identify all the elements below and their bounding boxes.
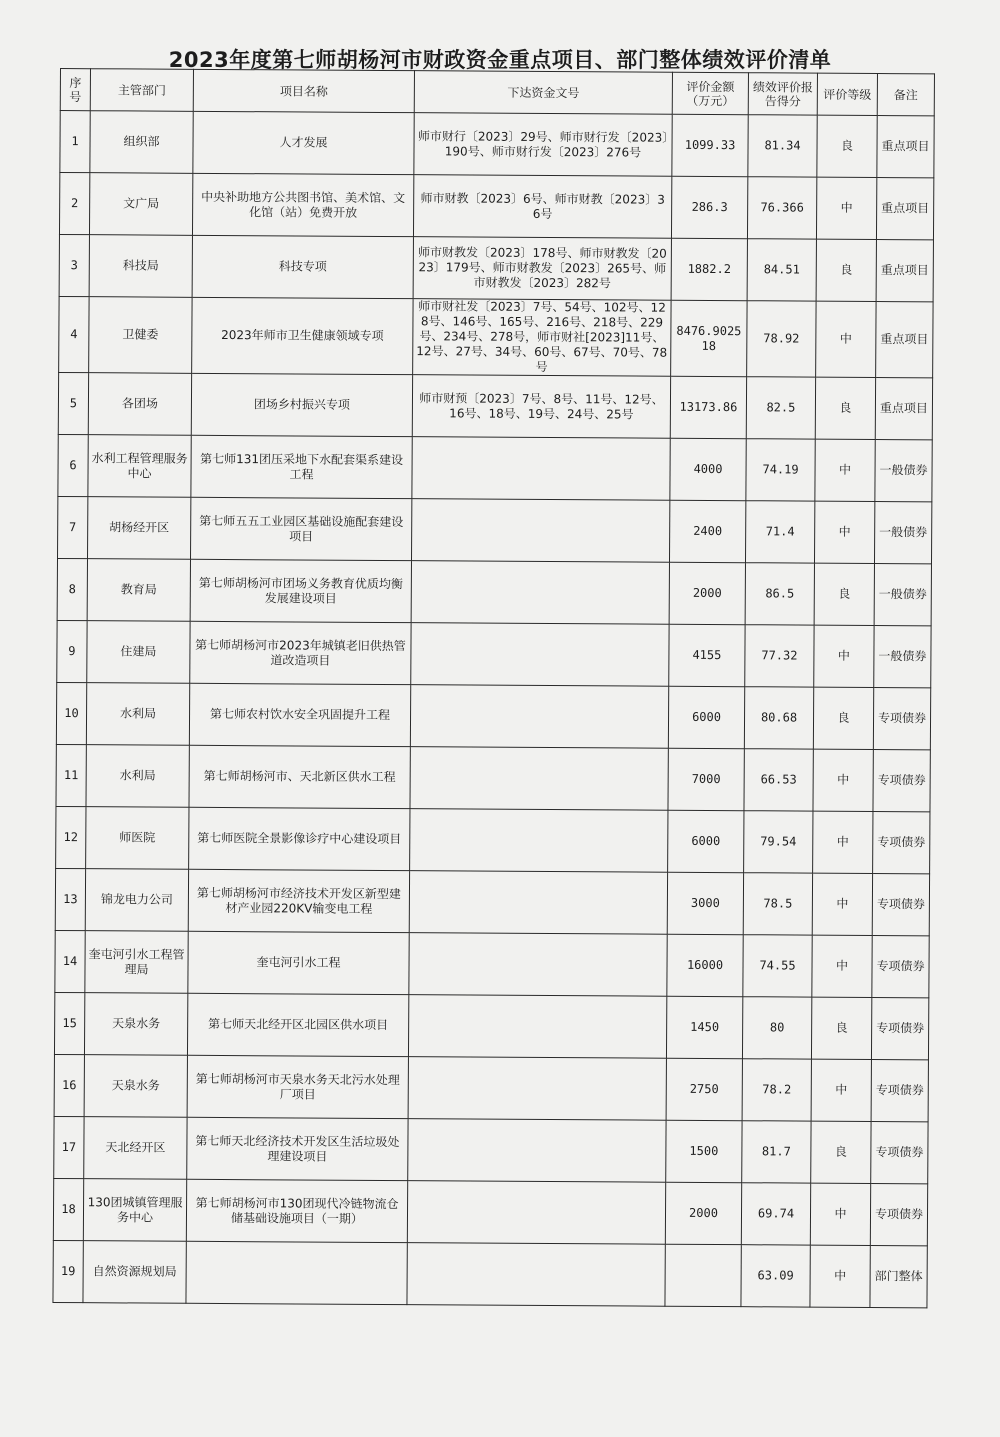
row-project: 第七师胡杨河市天泉水务天北污水处理厂项目 bbox=[187, 1055, 408, 1118]
row-amount: 13173.86 bbox=[670, 376, 746, 438]
table-row bbox=[59, 173, 933, 240]
row-score: 74.55 bbox=[743, 935, 812, 997]
row-project: 第七师五五工业园区基础设施配套建设项目 bbox=[191, 497, 412, 560]
row-dept: 天北经开区 bbox=[84, 1117, 187, 1180]
row-score: 66.53 bbox=[744, 749, 813, 811]
row-score: 81.34 bbox=[748, 115, 817, 177]
row-amount: 1500 bbox=[666, 1120, 742, 1182]
row-note: 专项债券 bbox=[871, 1121, 928, 1183]
row-number: 19 bbox=[53, 1240, 83, 1302]
row-score: 78.5 bbox=[743, 873, 812, 935]
table-row bbox=[54, 992, 928, 1059]
table-row bbox=[56, 744, 930, 811]
table-row bbox=[54, 1054, 928, 1121]
row-project bbox=[186, 1241, 407, 1304]
row-dept: 水利局 bbox=[86, 745, 189, 808]
row-project: 第七师天北经开区北园区供水项目 bbox=[187, 993, 408, 1056]
row-grade: 中 bbox=[815, 439, 875, 501]
row-amount: 1099.33 bbox=[672, 114, 748, 176]
table-body bbox=[53, 111, 934, 1308]
row-number: 7 bbox=[58, 496, 88, 558]
row-project: 团场乡村振兴专项 bbox=[191, 373, 412, 436]
row-score: 76.366 bbox=[747, 177, 816, 239]
col-header-no: 序号 bbox=[60, 69, 90, 111]
row-doc: 师市财教发〔2023〕178号、师市财教发〔2023〕179号、师市财教发〔2023〕265号、师市财教发〔2023〕282号 bbox=[413, 237, 671, 301]
row-number: 13 bbox=[55, 868, 85, 930]
row-doc bbox=[409, 871, 667, 935]
table-row bbox=[60, 111, 934, 178]
row-doc bbox=[410, 685, 668, 749]
row-number: 12 bbox=[56, 806, 86, 868]
table-row bbox=[58, 496, 932, 563]
row-number: 3 bbox=[59, 234, 89, 296]
row-doc: 师市财教〔2023〕6号、师市财教〔2023〕36号 bbox=[413, 175, 671, 239]
table-row bbox=[57, 620, 931, 687]
row-grade: 中 bbox=[816, 177, 876, 239]
row-doc bbox=[408, 1119, 666, 1183]
row-doc bbox=[411, 623, 669, 687]
row-score: 86.5 bbox=[745, 563, 814, 625]
row-dept: 文广局 bbox=[89, 173, 192, 236]
row-grade: 中 bbox=[812, 935, 872, 997]
row-doc: 师市财预〔2023〕7号、8号、11号、12号、16号、18号、19号、24号、25号 bbox=[412, 375, 670, 439]
row-amount: 16000 bbox=[667, 934, 743, 996]
row-score: 79.54 bbox=[744, 811, 813, 873]
row-amount: 1882.2 bbox=[671, 238, 747, 300]
row-project: 2023年师市卫生健康领域专项 bbox=[192, 297, 413, 374]
row-grade: 中 bbox=[813, 749, 873, 811]
row-dept: 水利工程管理服务中心 bbox=[88, 435, 191, 498]
row-number: 8 bbox=[57, 558, 87, 620]
row-amount: 2000 bbox=[669, 562, 745, 624]
row-grade: 中 bbox=[811, 1059, 871, 1121]
row-grade: 良 bbox=[814, 563, 874, 625]
row-note: 重点项目 bbox=[877, 115, 934, 177]
row-score: 78.2 bbox=[742, 1059, 811, 1121]
row-score: 71.4 bbox=[745, 501, 814, 563]
row-grade: 良 bbox=[816, 239, 876, 301]
row-note: 一般债券 bbox=[875, 439, 932, 501]
row-project: 人才发展 bbox=[193, 111, 414, 174]
row-amount: 286.3 bbox=[671, 176, 747, 238]
evaluation-table bbox=[52, 68, 935, 1308]
table-row bbox=[59, 234, 933, 301]
row-dept: 130团城镇管理服务中心 bbox=[83, 1179, 186, 1242]
row-grade: 良 bbox=[811, 1121, 871, 1183]
row-note: 专项债券 bbox=[872, 873, 929, 935]
row-amount: 2400 bbox=[669, 500, 745, 562]
row-number: 17 bbox=[54, 1116, 84, 1178]
row-dept: 天泉水务 bbox=[84, 1055, 187, 1118]
row-amount: 4000 bbox=[670, 438, 746, 500]
row-dept: 师医院 bbox=[86, 807, 189, 870]
row-dept: 胡杨经开区 bbox=[88, 497, 191, 560]
table-header-row bbox=[60, 69, 934, 116]
table-row bbox=[56, 806, 930, 873]
row-amount: 3000 bbox=[667, 872, 743, 934]
row-score: 63.09 bbox=[741, 1245, 810, 1307]
row-doc: 师市财行〔2023〕29号、师市财行发〔2023〕190号、师市财行发〔2023〕276号 bbox=[414, 113, 672, 177]
table-row bbox=[57, 558, 931, 625]
row-number: 16 bbox=[54, 1054, 84, 1116]
table-row bbox=[53, 1240, 927, 1307]
row-dept: 水利局 bbox=[86, 683, 189, 746]
row-grade: 中 bbox=[810, 1245, 870, 1307]
row-doc bbox=[409, 933, 667, 997]
row-amount bbox=[665, 1244, 741, 1306]
row-doc bbox=[407, 1243, 665, 1307]
row-dept: 卫健委 bbox=[89, 297, 192, 374]
col-header-project: 项目名称 bbox=[193, 69, 414, 112]
row-score: 74.19 bbox=[746, 439, 815, 501]
row-grade: 良 bbox=[811, 997, 871, 1059]
table-row bbox=[56, 682, 930, 749]
row-grade: 中 bbox=[810, 1183, 870, 1245]
row-note: 重点项目 bbox=[876, 301, 933, 377]
table-row bbox=[59, 296, 933, 377]
table-row bbox=[55, 930, 929, 997]
row-grade: 中 bbox=[813, 811, 873, 873]
row-note: 重点项目 bbox=[876, 239, 933, 301]
row-project: 奎屯河引水工程 bbox=[188, 931, 409, 994]
row-amount: 1450 bbox=[666, 996, 742, 1058]
row-number: 14 bbox=[55, 930, 85, 992]
row-grade: 中 bbox=[814, 501, 874, 563]
row-doc bbox=[407, 1181, 665, 1245]
row-note: 重点项目 bbox=[875, 377, 932, 439]
row-note: 专项债券 bbox=[873, 811, 930, 873]
row-number: 5 bbox=[58, 372, 88, 434]
row-number: 10 bbox=[56, 682, 86, 744]
row-amount: 4155 bbox=[669, 624, 745, 686]
row-project: 第七师131团压采地下水配套渠系建设工程 bbox=[191, 435, 412, 498]
col-header-doc: 下达资金文号 bbox=[414, 71, 672, 115]
row-dept: 住建局 bbox=[87, 621, 190, 684]
row-note: 一般债券 bbox=[874, 625, 931, 687]
col-header-note: 备注 bbox=[877, 73, 934, 115]
row-dept: 自然资源规划局 bbox=[83, 1241, 186, 1304]
col-header-grade: 评价等级 bbox=[817, 73, 877, 115]
row-amount: 6000 bbox=[668, 686, 744, 748]
col-header-amount: 评价金额（万元） bbox=[672, 72, 748, 114]
row-number: 4 bbox=[59, 296, 89, 372]
table-row bbox=[54, 1116, 928, 1183]
row-note: 专项债券 bbox=[871, 1059, 928, 1121]
table-row bbox=[58, 434, 932, 501]
row-score: 82.5 bbox=[746, 377, 815, 439]
col-header-score: 绩效评价报告得分 bbox=[748, 73, 817, 115]
row-doc bbox=[408, 1057, 666, 1121]
row-doc: 师市财社发〔2023〕7号、54号、102号、128号、146号、165号、216号、218号、229号、234号、278号，师市财社[2023]11号、12号、27号、34号、60号、67号、70号、78号 bbox=[413, 299, 671, 377]
row-note: 专项债券 bbox=[871, 997, 928, 1059]
row-project: 第七师胡杨河市、天北新区供水工程 bbox=[189, 745, 410, 808]
row-note: 重点项目 bbox=[876, 177, 933, 239]
row-project: 第七师胡杨河市团场义务教育优质均衡发展建设项目 bbox=[190, 559, 411, 622]
row-project: 第七师天北经济技术开发区生活垃圾处理建设项目 bbox=[187, 1117, 408, 1180]
row-grade: 良 bbox=[813, 687, 873, 749]
row-doc bbox=[412, 437, 670, 501]
row-number: 1 bbox=[60, 111, 90, 173]
row-doc bbox=[411, 499, 669, 563]
row-number: 9 bbox=[57, 620, 87, 682]
row-project: 第七师农村饮水安全巩固提升工程 bbox=[189, 683, 410, 746]
row-dept: 教育局 bbox=[87, 559, 190, 622]
row-note: 专项债券 bbox=[873, 749, 930, 811]
row-score: 80.68 bbox=[744, 687, 813, 749]
row-number: 11 bbox=[56, 744, 86, 806]
row-project: 第七师胡杨河市130团现代冷链物流仓储基础设施项目（一期） bbox=[186, 1179, 407, 1242]
row-project: 科技专项 bbox=[192, 235, 413, 298]
row-dept: 天泉水务 bbox=[84, 993, 187, 1056]
row-amount: 8476.902518 bbox=[671, 300, 747, 376]
row-score: 84.51 bbox=[747, 239, 816, 301]
row-score: 80 bbox=[742, 997, 811, 1059]
row-note: 专项债券 bbox=[873, 687, 930, 749]
row-amount: 7000 bbox=[668, 748, 744, 810]
row-amount: 2750 bbox=[666, 1058, 742, 1120]
row-note: 一般债券 bbox=[874, 563, 931, 625]
row-score: 81.7 bbox=[742, 1121, 811, 1183]
row-project: 第七师胡杨河市2023年城镇老旧供热管道改造项目 bbox=[190, 621, 411, 684]
row-note: 专项债券 bbox=[872, 935, 929, 997]
row-grade: 良 bbox=[815, 377, 875, 439]
row-dept: 组织部 bbox=[90, 111, 193, 174]
row-project: 第七师医院全景影像诊疗中心建设项目 bbox=[189, 807, 410, 870]
table-row bbox=[53, 1178, 927, 1245]
row-score: 77.32 bbox=[745, 625, 814, 687]
row-project: 中央补助地方公共图书馆、美术馆、文化馆（站）免费开放 bbox=[192, 173, 413, 236]
row-dept: 锦龙电力公司 bbox=[85, 869, 188, 932]
row-dept: 各团场 bbox=[88, 373, 191, 436]
row-doc bbox=[408, 995, 666, 1059]
document-title: 2023年度第七师胡杨河市财政资金重点项目、部门整体绩效评价清单 bbox=[168, 48, 832, 72]
row-amount: 6000 bbox=[668, 810, 744, 872]
row-doc bbox=[411, 561, 669, 625]
row-note: 部门整体 bbox=[870, 1245, 927, 1307]
row-number: 18 bbox=[53, 1178, 83, 1240]
row-dept: 奎屯河引水工程管理局 bbox=[85, 931, 188, 994]
row-grade: 中 bbox=[814, 625, 874, 687]
row-dept: 科技局 bbox=[89, 235, 192, 298]
row-number: 2 bbox=[59, 173, 89, 235]
row-note: 专项债券 bbox=[870, 1183, 927, 1245]
row-grade: 中 bbox=[816, 301, 876, 377]
row-doc bbox=[410, 809, 668, 873]
row-grade: 良 bbox=[817, 115, 877, 177]
row-number: 15 bbox=[54, 992, 84, 1054]
row-grade: 中 bbox=[812, 873, 872, 935]
row-note: 一般债券 bbox=[874, 501, 931, 563]
row-amount: 2000 bbox=[665, 1182, 741, 1244]
row-number: 6 bbox=[58, 434, 88, 496]
row-score: 78.92 bbox=[747, 301, 816, 377]
table-row bbox=[58, 372, 932, 439]
row-project: 第七师胡杨河市经济技术开发区新型建材产业园220KV输变电工程 bbox=[188, 869, 409, 932]
row-score: 69.74 bbox=[741, 1183, 810, 1245]
col-header-dept: 主管部门 bbox=[90, 69, 193, 112]
row-doc bbox=[410, 747, 668, 811]
table-row bbox=[55, 868, 929, 935]
